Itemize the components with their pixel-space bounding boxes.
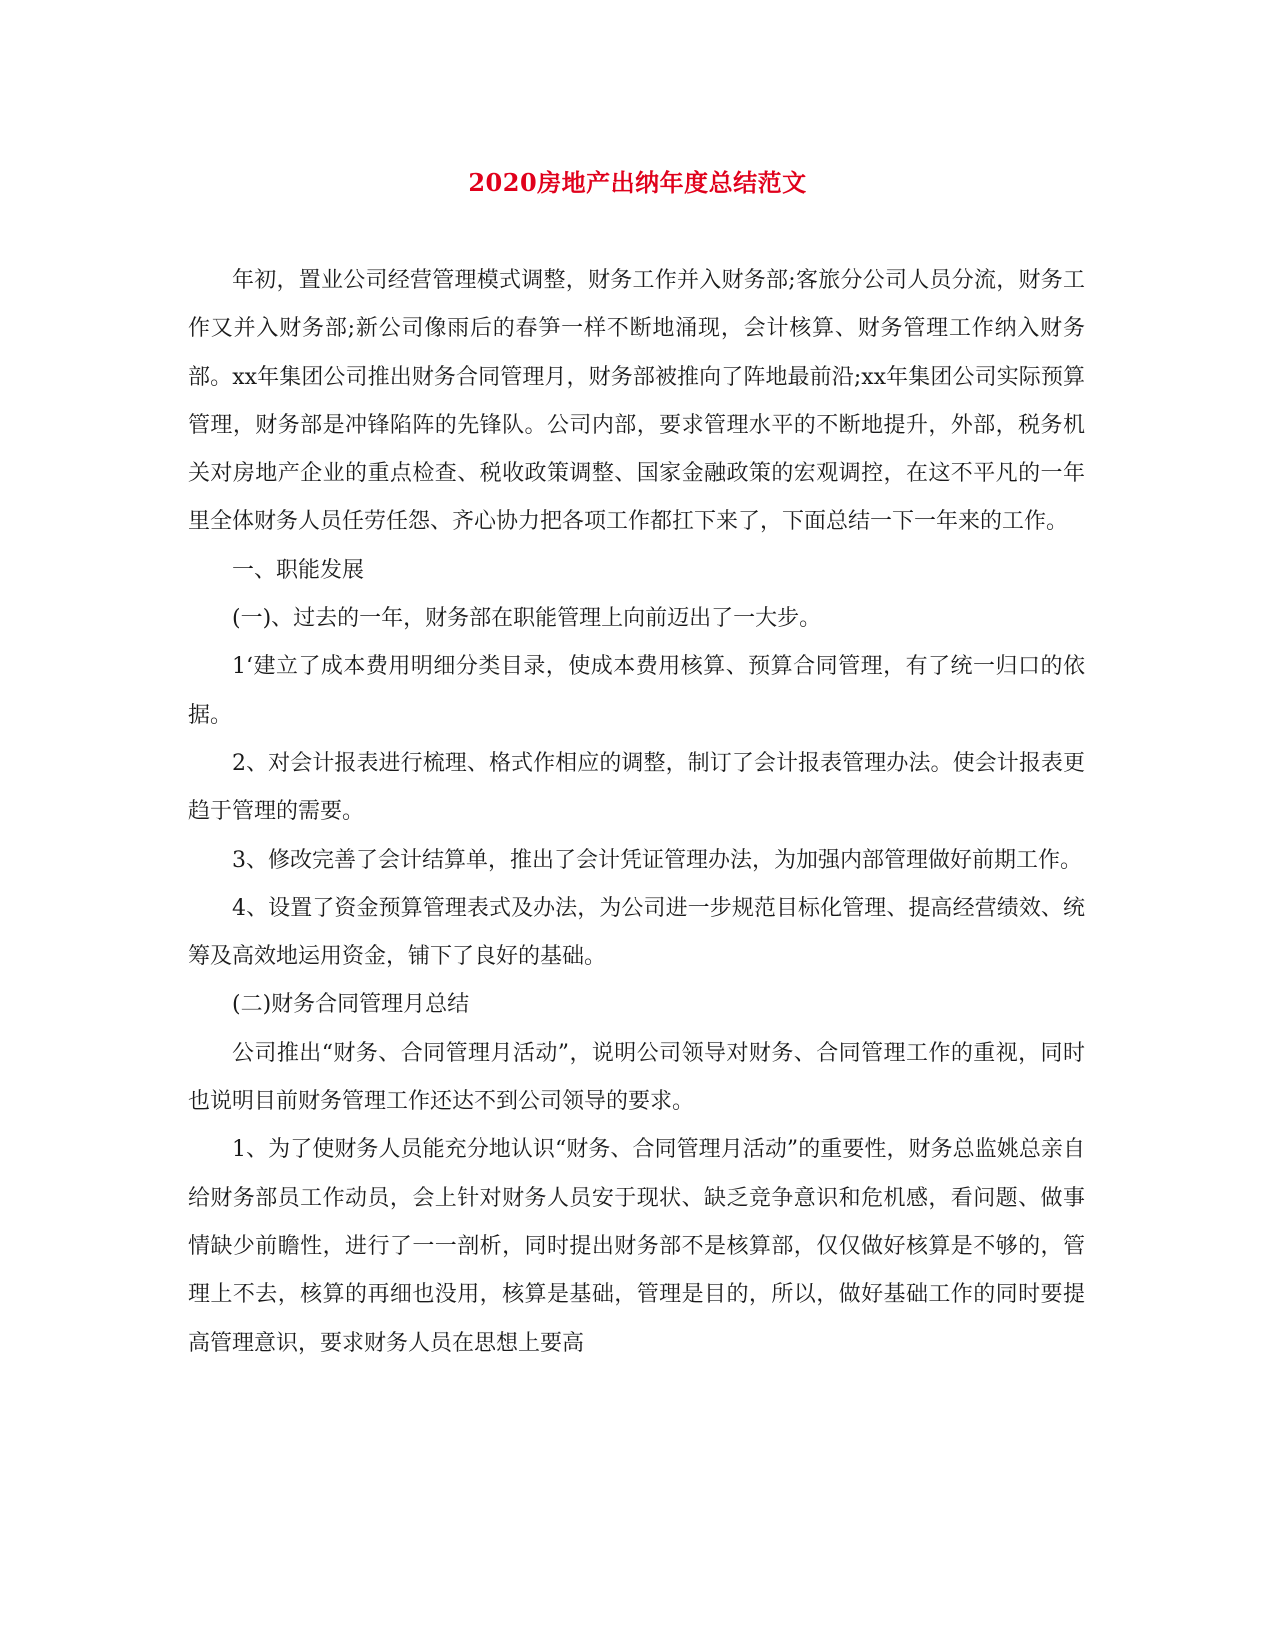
list-item-1: 1‘建立了成本费用明细分类目录，使成本费用核算、预算合同管理，有了统一归口的依据。 xyxy=(188,654,1085,728)
paragraph-intro: 年初，置业公司经营管理模式调整，财务工作并入财务部;客旅分公司人员分流，财务工作又并入财务部;新公司像雨后的春笋一样不断地涌现，会计核算、财务管理工作纳入财务部。xx年集团公司推出财务合同管理月，财务部被推向了阵地最前沿;xx年集团公司实际预算管理，财务部是冲锋陷阵的先锋队。公司内部，要求管理水平的不断地提升，外部，税务机关对房地产企业的重点检查、税收政策调整、国家金融政策的宏观调控，在这不平凡的一年里全体财务人员任劳任怨、齐心协力把各项工作都扛下来了，下面总结一下一年来的工作。 xyxy=(188,268,1085,535)
document-body xyxy=(188,257,1085,1368)
list-item-3: 3、修改完善了会计结算单，推出了会计凭证管理办法，为加强内部管理做好前期工作。 xyxy=(232,847,1082,873)
list-item-4: 4、设置了资金预算管理表式及办法，为公司进一步规范目标化管理、提高经营绩效、统筹及高效地运用资金，铺下了良好的基础。 xyxy=(188,895,1085,970)
paragraph-management-month: 公司推出“财务、合同管理月活动”，说明公司领导对财务、合同管理工作的重视，同时也说明目前财务管理工作还达不到公司领导的要求。 xyxy=(188,1040,1085,1115)
document-title: 2020房地产出纳年度总结范文 xyxy=(468,168,807,197)
subsection-heading-1: (一)、过去的一年，财务部在职能管理上向前迈出了一大步。 xyxy=(232,606,822,632)
subsection-heading-2: (二)财务合同管理月总结 xyxy=(232,992,470,1018)
list-item-mobilization: 1、为了使财务人员能充分地认识“财务、合同管理月活动”的重要性，财务总监姚总亲自给财务部员工作动员，会上针对财务人员安于现状、缺乏竞争意识和危机感，看问题、做事情缺少前瞻性，进行了一一剖析，同时提出财务部不是核算部，仅仅做好核算是不够的，管理上不去，核算的再细也没用，核算是基础，管理是目的，所以，做好基础工作的同时要提高管理意识，要求财务人员在思想上要高 xyxy=(188,1137,1085,1356)
section-heading-function-development: 一、职能发展 xyxy=(232,557,365,583)
list-item-2: 2、对会计报表进行梳理、格式作相应的调整，制订了会计报表管理办法。使会计报表更趋于管理的需要。 xyxy=(188,750,1085,825)
